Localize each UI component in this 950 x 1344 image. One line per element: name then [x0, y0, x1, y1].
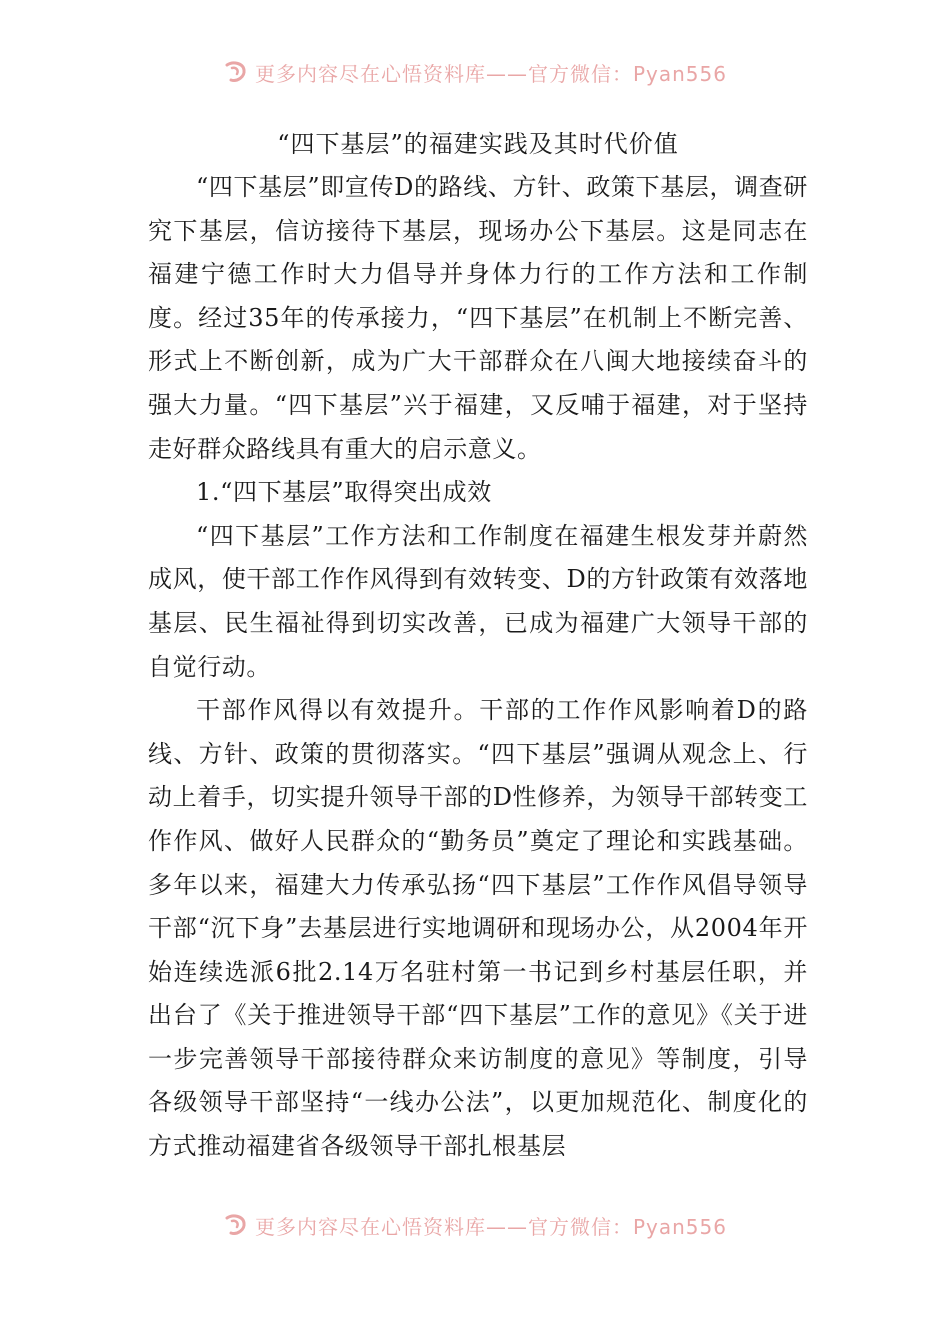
- paragraph-summary: “四下基层”工作方法和工作制度在福建生根发芽并蔚然成风，使干部工作作风得到有效转变、D的方针政策有效落地基层、民生福祉得到切实改善，已成为福建广大领导干部的自觉行动。: [148, 521, 808, 681]
- document-title: “四下基层”的福建实践及其时代价值: [277, 130, 679, 158]
- paragraph-cadre-style: 干部作风得以有效提升。干部的工作作风影响着D的路线、方针、政策的贯彻落实。“四下基层”强调从观念上、行动上着手，切实提升领导干部的D性修养，为领导干部转变工作作风、做好人民群众的“勤务员”奠定了理论和实践基础。多年以来，福建大力传承弘扬“四下基层”工作作风倡导领导干部“沉下身”去基层进行实地调研和现场办公，从2004年开始连续选派6批2.14万名驻村第一书记到乡村基层任职，并出台了《关于推进领导干部“四下基层”工作的意见》《关于进一步完善领导干部接待群众来访制度的意见》等制度，引导各级领导干部坚持“一线办公法”，以更加规范化、制度化的方式推动福建省各级领导干部扎根基层: [148, 696, 808, 1161]
- watermark-top: [0, 50, 950, 94]
- brand-logo-icon: [223, 59, 249, 85]
- brand-logo-icon: [223, 1212, 249, 1238]
- paragraph-intro: “四下基层”即宣传D的路线、方针、政策下基层，调查研究下基层，信访接待下基层，现场办公下基层。这是同志在福建宁德工作时大力倡导并身体力行的工作方法和工作制度。经过35年的传承接力，“四下基层”在机制上不断完善、形式上不断创新，成为广大干部群众在八闽大地接续奋斗的强大力量。“四下基层”兴于福建，又反哺于福建，对于坚持走好群众路线具有重大的启示意义。: [148, 173, 808, 463]
- watermark-text: 更多内容尽在心悟资料库——官方微信：Pyan556: [254, 1214, 727, 1239]
- watermark-text: 更多内容尽在心悟资料库——官方微信：Pyan556: [254, 61, 727, 86]
- watermark-bottom: [0, 1203, 950, 1247]
- section-heading: 1.“四下基层”取得突出成效: [196, 478, 492, 507]
- document-body: [148, 122, 808, 1169]
